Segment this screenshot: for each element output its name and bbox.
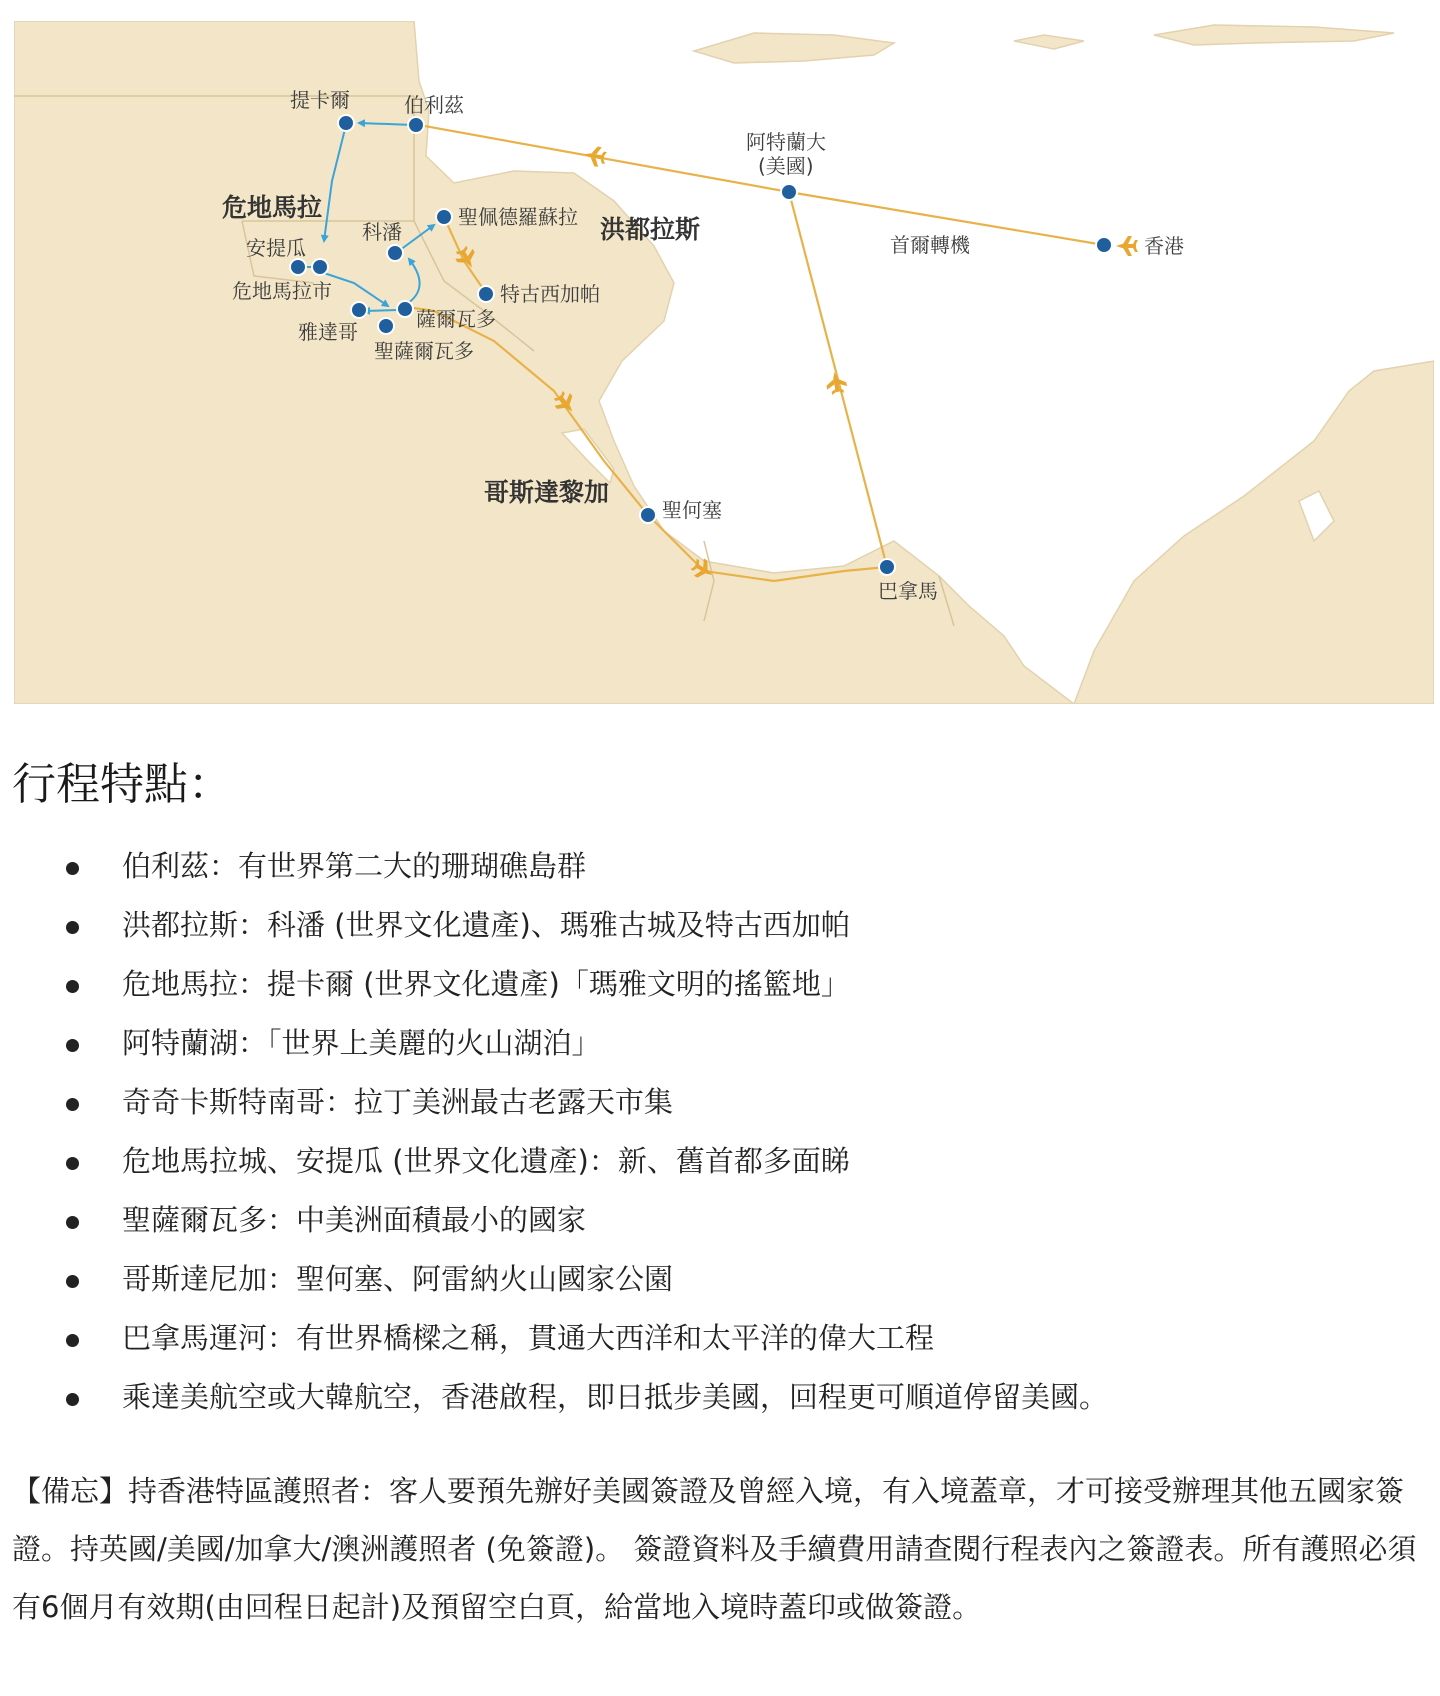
land-masses [14,21,1434,704]
caribbean-island-small [1014,35,1084,49]
bullet-icon [66,1393,79,1406]
list-item-text: 奇奇卡斯特南哥：拉丁美洲最古老露天市集 [122,1085,674,1119]
list-item [66,846,1406,905]
city-dot-icon [436,209,452,225]
list-item-text: 聖薩爾瓦多：中美洲面積最小的國家 [122,1203,587,1237]
city-label-salvador: 薩爾瓦多 [416,307,496,331]
city-dot-icon [1096,237,1112,253]
city-label-belize: 伯利茲 [404,93,464,117]
city-dot-icon [378,318,394,334]
city-dot-icon [408,117,424,133]
list-item [66,1023,1406,1082]
city-label-tegucigalpa: 特古西加帕 [500,282,600,306]
caribbean-island-east [1154,25,1394,45]
city-dot-icon [338,115,354,131]
list-item [66,905,1406,964]
city-label-seoul-transfer: 首爾轉機 [890,233,970,257]
city-dot-icon [781,184,797,200]
list-item-text: 巴拿馬運河：有世界橋樑之稱，貫通大西洋和太平洋的偉大工程 [122,1321,935,1355]
city-label-yada: 雅達哥 [298,320,358,344]
list-item-text: 危地馬拉：提卡爾 (世界文化遺產)「瑪雅文明的搖籃地」 [122,967,850,1001]
bullet-icon [66,1216,79,1229]
city-dot-icon [312,259,328,275]
city-label-copan: 科潘 [362,220,402,244]
bullet-icon [66,1098,79,1111]
city-label-san-pedro-sula: 聖佩德羅蘇拉 [458,205,578,229]
highlights-list [66,846,1406,1436]
airplane-icon [1116,236,1138,256]
city-dot-icon [290,259,306,275]
bullet-icon [66,921,79,934]
city-dot-icon [879,559,895,575]
list-item [66,1200,1406,1259]
city-dot-icon [351,302,367,318]
city-dot-icon [397,301,413,317]
list-item-text: 哥斯達尼加：聖何塞、阿雷納火山國家公園 [122,1262,674,1296]
south-america-land [1074,361,1434,704]
city-label-atlanta: 阿特蘭大 [746,130,826,154]
bullet-icon [66,1039,79,1052]
city-label-atlanta-sub: (美國) [758,154,814,178]
bullet-icon [66,1334,79,1347]
section-heading: 行程特點： [12,759,232,810]
bullet-icon [66,1275,79,1288]
list-item [66,1082,1406,1141]
list-item-text: 洪都拉斯：科潘 (世界文化遺產)、瑪雅古城及特古西加帕 [122,908,850,942]
bullet-icon [66,1157,79,1170]
city-dot-icon [640,507,656,523]
route-map [14,21,1434,704]
city-label-antigua: 安提瓜 [246,236,306,260]
bullet-icon [66,862,79,875]
city-dot-icon [478,286,494,302]
caribbean-island [694,33,894,63]
city-label-tikal: 提卡爾 [290,88,350,112]
list-item [66,1377,1406,1436]
country-label-guatemala: 危地馬拉 [222,193,323,222]
list-item-text: 阿特蘭湖：「世界上美麗的火山湖泊」 [122,1026,601,1060]
list-item-text: 伯利茲：有世界第二大的珊瑚礁島群 [122,849,587,883]
list-item [66,1259,1406,1318]
city-label-guatemala-city: 危地馬拉市 [232,279,332,303]
remark-paragraph: 【備忘】持香港特區護照者：客人要預先辦好美國簽證及曾經入境，有入境蓋章，才可接受辦理其他五國家簽證。持英國/美國/加拿大/澳洲護照者 (免簽證)。 簽證資料及手續費用請查閱行程表內之簽證表。所有護照必須有6個月有效期(由回程日起計)及預留空白頁，給當地入境時蓋印或做簽證。 [12,1474,1417,1624]
country-label-costa-rica: 哥斯達黎加 [484,478,610,507]
city-label-san-salvador: 聖薩爾瓦多 [374,339,474,363]
city-dot-icon [387,245,403,261]
list-item [66,1141,1406,1200]
city-label-panama: 巴拿馬 [878,579,938,603]
city-label-san-jose: 聖何塞 [662,498,722,522]
bullet-icon [66,980,79,993]
city-label-hong-kong: 香港 [1144,234,1184,258]
list-item-text: 乘達美航空或大韓航空，香港啟程，即日抵步美國，回程更可順道停留美國。 [122,1380,1109,1414]
list-item [66,964,1406,1023]
list-item-text: 危地馬拉城、安提瓜 (世界文化遺產)：新、舊首都多面睇 [122,1144,850,1178]
list-item [66,1318,1406,1377]
country-label-honduras: 洪都拉斯 [600,215,701,244]
